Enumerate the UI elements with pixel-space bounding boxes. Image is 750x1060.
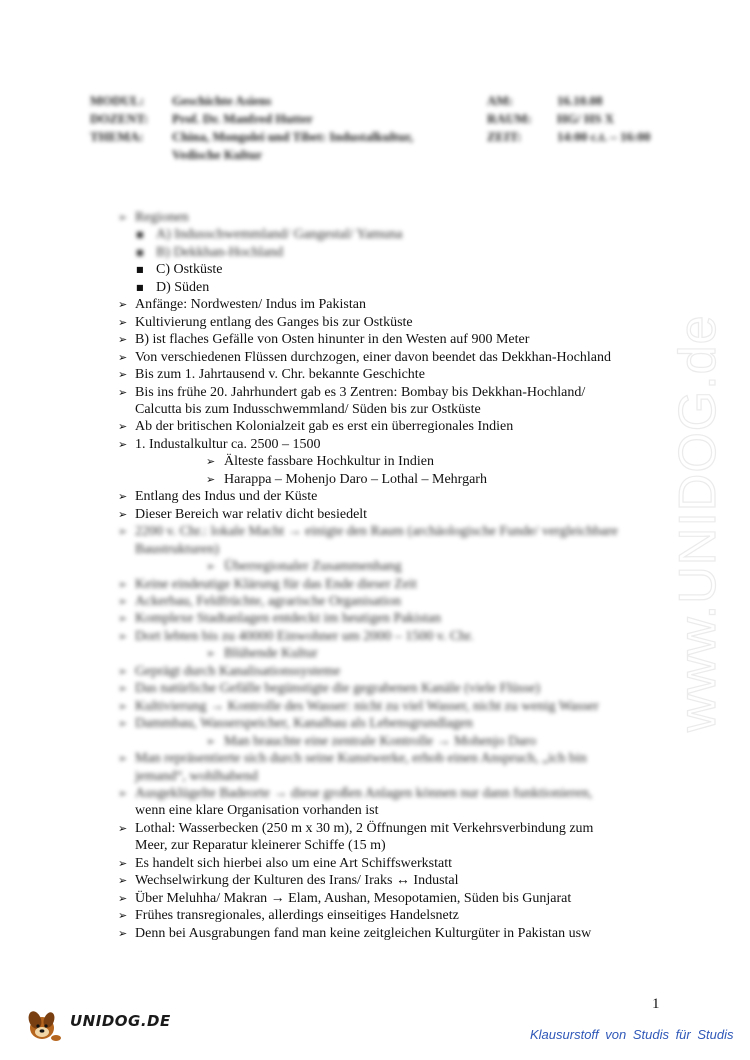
header-value: 16.10.08 [557,93,603,108]
sub-list-item: ■ C) Ostküste [118,261,678,278]
line-continuation: Baustrukturen) [135,541,219,557]
bullet-item: ➢ Man repräsentierte sich durch seine Kunstwerke, erhob einen Anspruch, „ich bin [118,750,678,767]
nested-bullet: ➢ Blühende Kultur [118,645,678,662]
bullet-item: ➢ Kultivierung entlang des Ganges bis zur Ostküste [118,314,678,331]
nested-bullet: ➢ Älteste fassbare Hochkultur in Indien [118,453,678,470]
bullet-item: ➢ Lothal: Wasserbecken (250 m x 30 m), 2 Öffnungen mit Verkehrsverbindung zum [118,820,678,837]
page-number: 1 [652,996,660,1012]
header-label: AM: [487,93,513,108]
header-label: THEMA: [90,129,144,144]
line-continuation: wenn eine klare Organisation vorhanden ist [135,803,379,819]
bullet-item: ➢ Dieser Bereich war relativ dicht besiedelt [118,506,678,523]
bullet-item: ➢ Dort lebten bis zu 40000 Einwohner um 2000 – 1500 v. Chr. [118,628,678,645]
header-value: Prof. Dr. Manfred Hutter [172,111,313,126]
header-label: ZEIT: [487,129,522,144]
nested-bullet: ➢ Überregionaler Zusammenhang [118,558,678,575]
bullet-item: ➢ Wechselwirkung der Kulturen des Irans/ Iraks ↔ Industal [118,872,678,889]
header-value: Vedische Kultur [172,147,263,162]
bullet-item: ➢ Von verschiedenen Flüssen durchzogen, einer davon beendet das Dekkhan-Hochland [118,349,678,366]
bullet-item: ➢ 2200 v. Chr.: lokale Macht → einigte den Raum (archäologische Funde/ vergleichbare [118,523,678,540]
header-value: HG/ HS X [557,111,615,126]
bullet-item: ➢ Frühes transregionales, allerdings einseitiges Handelsnetz [118,907,678,924]
sub-list-item: ■ B) Dekkhan-Hochland [118,244,678,261]
header-value: Geschichte Asiens [172,93,272,108]
bullet-item: ➢ Ab der britischen Kolonialzeit gab es erst ein überregionales Indien [118,418,678,435]
bullet-item: ➢ Ausgeklügelte Badeorte → diese großen Anlagen können nur dann funktionieren, [118,785,678,802]
bullet-item: ➢ Ackerbau, Feldfrüchte, agrarische Organisation [118,593,678,610]
bullet-item: ➢ Anfänge: Nordwesten/ Indus im Pakistan [118,296,678,313]
unidog-logo [22,1004,182,1044]
sub-list-item: ■ D) Süden [118,279,678,296]
bullet-item: ➢ Es handelt sich hierbei also um eine Art Schiffswerkstatt [118,855,678,872]
header-label: MODUL: [90,93,145,108]
bullet-item: ➢ Geprägt durch Kanalisationssysteme [118,663,678,680]
nested-bullet: ➢ Harappa – Mohenjo Daro – Lothal – Mehrgarh [118,471,678,488]
header-row-modul [90,92,690,110]
line-continuation: jemand“, wohlhabend [135,768,258,784]
header-row-thema-cont [90,146,690,164]
header-value: 14:00 c.t. – 16:00 [557,129,651,144]
watermark-text: www.UNIDOG.de [669,314,727,732]
bullet-item: ➢ Bis zum 1. Jahrtausend v. Chr. bekannte Geschichte [118,366,678,383]
line-continuation: Meer, zur Reparatur kleinerer Schiffe (15 m) [135,838,386,854]
header-value: China, Mongolei und Tibet: Industalkultur, [172,129,414,144]
header-row-dozent [90,110,690,128]
bullet-item: ➢ B) ist flaches Gefälle von Osten hinunter in den Westen auf 900 Meter [118,331,678,348]
bullet-item: ➢ Das natürliche Gefälle begünstigte die gegrabenen Kanäle (viele Flüsse) [118,680,678,697]
logo-text: UNIDOG.DE [70,1012,171,1030]
footer-tagline: Klausurstoff von Studis für Studis [530,1027,734,1042]
bullet-item: ➢ 1. Industalkultur ca. 2500 – 1500 [118,436,678,453]
header-label: DOZENT: [90,111,149,126]
bullet-item: ➢ Komplexe Stadtanlagen entdeckt im heutigen Pakistan [118,610,678,627]
bullet-item: ➢ Kultivierung → Kontrolle des Wasser: nicht zu viel Wasser, nicht zu wenig Wasser [118,698,678,715]
bullet-item: ➢ Denn bei Ausgrabungen fand man keine zeitgleichen Kulturgüter in Pakistan usw [118,925,678,942]
sub-list-item: ■ A) Indusschwemmland/ Gangestal/ Yamuna [118,226,678,243]
document-header [90,92,690,164]
bullet-item: ➢ Keine eindeutige Klärung für das Ende dieser Zeit [118,576,678,593]
bullet-item: ➢ Bis ins frühe 20. Jahrhundert gab es 3 Zentren: Bombay bis Dekkhan-Hochland/ [118,384,678,401]
header-row-thema [90,128,690,146]
bullet-item: ➢ Dammbau, Wasserspeicher, Kanalbau als Lebensgrundlagen [118,715,678,732]
bullet-item: ➢ Entlang des Indus und der Küste [118,488,678,505]
unidog-watermark [660,270,740,740]
lecture-notes-list [118,209,678,942]
dog-icon [22,1004,70,1044]
nested-bullet: ➢ Man brauchte eine zentrale Kontrolle → Mohenjo Daro [118,733,678,750]
bullet-item: ➢ Regionen [118,209,678,226]
header-label: RAUM: [487,111,532,126]
line-continuation: Calcutta bis zum Indusschwemmland/ Süden bis zur Ostküste [135,401,481,417]
bullet-item: ➢ Über Meluhha/ Makran → Elam, Aushan, Mesopotamien, Süden bis Gunjarat [118,890,678,907]
